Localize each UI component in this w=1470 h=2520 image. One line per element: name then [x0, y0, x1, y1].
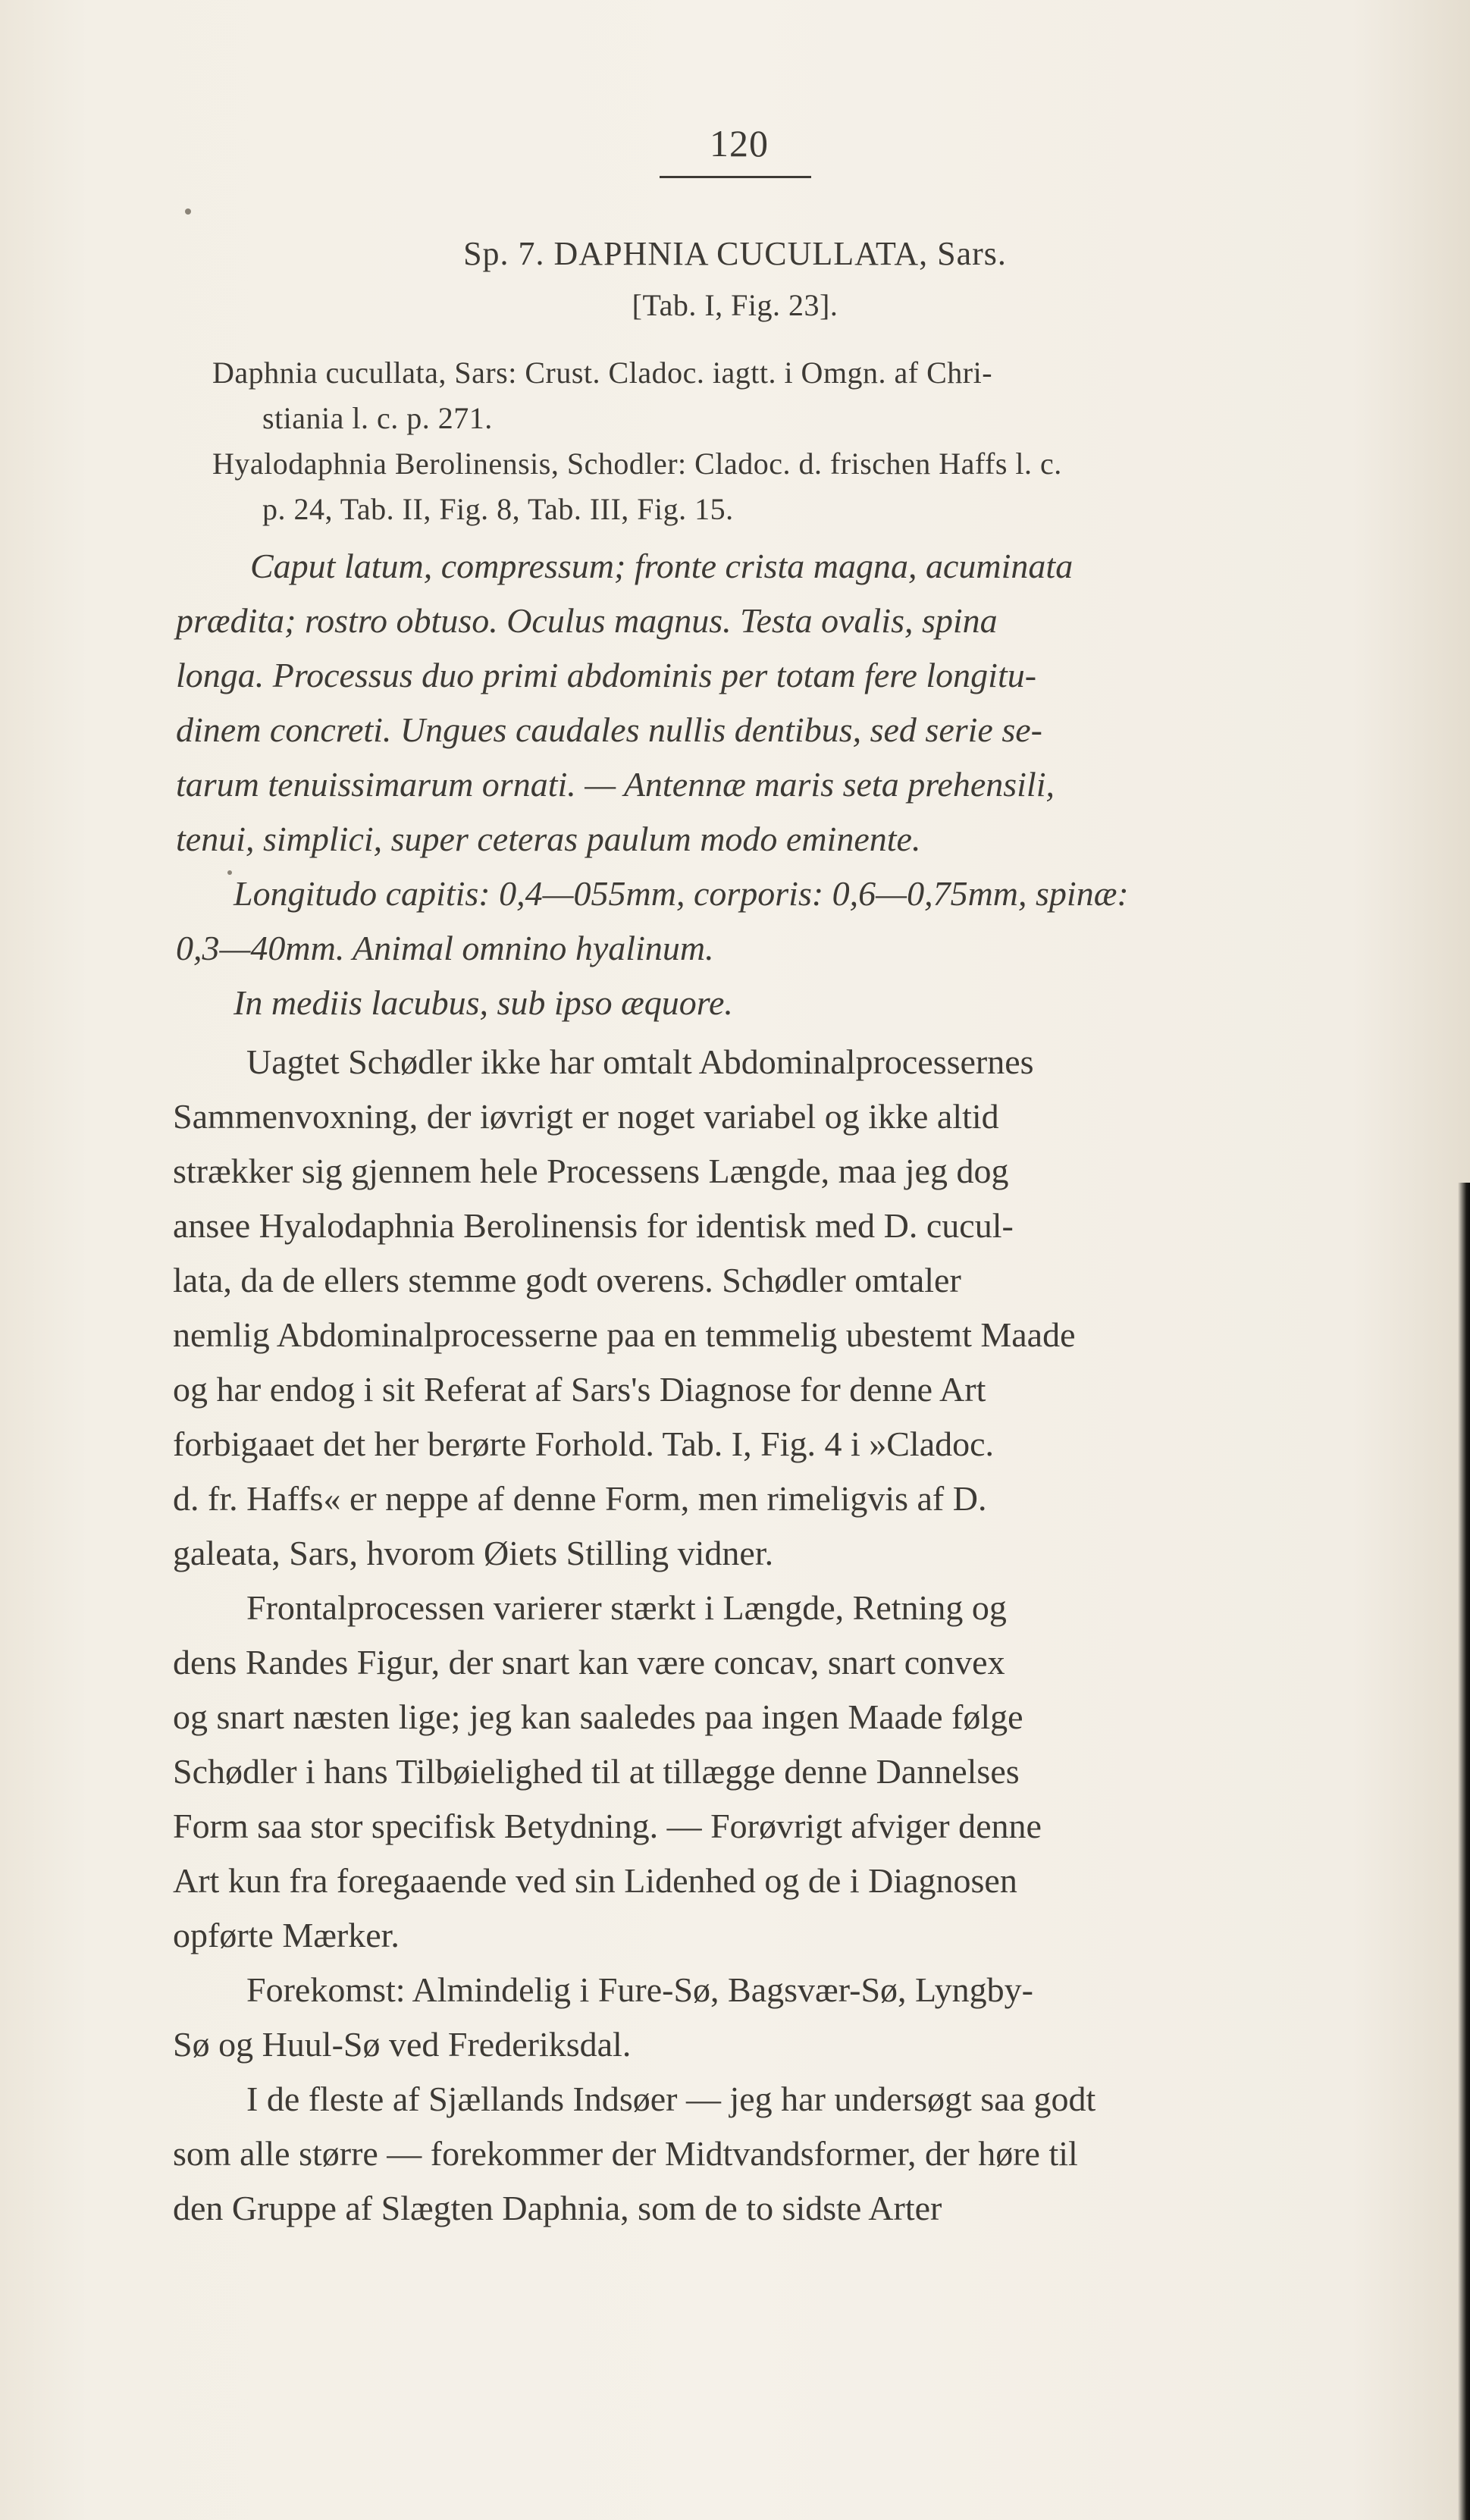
species-title: Sp. 7. DAPHNIA CUCULLATA, Sars.	[463, 235, 1007, 272]
body-line: Form saa stor specifisk Betydning. — Forøvrigt afviger denne	[173, 1807, 1042, 1845]
body-line: opførte Mærker.	[173, 1916, 400, 1954]
body-line: nemlig Abdominalprocesserne paa en temmelig ubestemt Maade	[173, 1315, 1076, 1354]
body-line: galeata, Sars, hvorom Øiets Stilling vidner.	[173, 1534, 774, 1572]
page-edge-shadow	[1458, 1183, 1470, 2520]
body-line: Art kun fra foregaaende ved sin Lidenhed og de i Diagnosen	[173, 1861, 1017, 1900]
synonym-line: Hyalodaphnia Berolinensis, Schodler: Cladoc. d. frischen Haffs l. c.	[212, 447, 1062, 481]
page-number-rule	[660, 176, 811, 178]
diagnosis-line: longa. Processus duo primi abdominis per totam fere longitu-	[176, 656, 1037, 694]
body-line: Frontalprocessen varierer stærkt i Længde, Retning og	[246, 1588, 1007, 1627]
plate-reference: [Tab. I, Fig. 23].	[632, 288, 838, 322]
body-line: og snart næsten lige; jeg kan saaledes paa ingen Maade følge	[173, 1697, 1023, 1736]
body-line: Uagtet Schødler ikke har omtalt Abdominalprocessernes	[246, 1042, 1034, 1081]
diagnosis-line: dinem concreti. Ungues caudales nullis dentibus, sed serie se-	[176, 710, 1042, 749]
diagnosis-line: Caput latum, compressum; fronte crista magna, acuminata	[250, 547, 1074, 585]
synonym-line: Daphnia cucullata, Sars: Crust. Cladoc. iagtt. i Omgn. af Chri-	[212, 356, 993, 390]
diagnosis-line: tarum tenuissimarum ornati. — Antennæ maris seta prehensili,	[176, 765, 1055, 804]
body-line: den Gruppe af Slægten Daphnia, som de to sidste Arter	[173, 2189, 942, 2227]
body-line: og har endog i sit Referat af Sars's Diagnose for denne Art	[173, 1370, 986, 1409]
diagnosis-line: In mediis lacubus, sub ipso æquore.	[234, 983, 733, 1022]
diagnosis-line: prædita; rostro obtuso. Oculus magnus. Testa ovalis, spina	[176, 601, 998, 640]
body-line: Forekomst: Almindelig i Fure-Sø, Bagsvær-Sø, Lyngby-	[246, 1970, 1033, 2009]
body-line: Schødler i hans Tilbøielighed til at tillægge denne Dannelses	[173, 1752, 1020, 1791]
diagnosis-line: Longitudo capitis: 0,4—055mm, corporis: 0,6—0,75mm, spinæ:	[234, 874, 1129, 913]
body-line: Sammenvoxning, der iøvrigt er noget variabel og ikke altid	[173, 1097, 999, 1136]
synonym-line: p. 24, Tab. II, Fig. 8, Tab. III, Fig. 15.	[262, 492, 734, 526]
diagnosis-line: tenui, simplici, super ceteras paulum modo eminente.	[176, 820, 921, 858]
body-line: forbigaaet det her berørte Forhold. Tab. I, Fig. 4 i »Cladoc.	[173, 1425, 995, 1463]
synonym-line: stiania l. c. p. 271.	[262, 401, 493, 435]
diagnosis-line: 0,3—40mm. Animal omnino hyalinum.	[176, 929, 714, 967]
body-line: ansee Hyalodaphnia Berolinensis for identisk med D. cucul-	[173, 1206, 1014, 1245]
body-line: I de fleste af Sjællands Indsøer — jeg har undersøgt saa godt	[246, 2080, 1096, 2118]
body-line: dens Randes Figur, der snart kan være concav, snart convex	[173, 1643, 1005, 1682]
page-number: 120	[710, 122, 769, 165]
body-line: lata, da de ellers stemme godt overens. Schødler omtaler	[173, 1261, 961, 1299]
body-line: Sø og Huul-Sø ved Frederiksdal.	[173, 2025, 632, 2064]
body-line: strækker sig gjennem hele Processens Længde, maa jeg dog	[173, 1152, 1009, 1190]
print-speck	[185, 208, 191, 215]
body-line: d. fr. Haffs« er neppe af denne Form, men rimeligvis af D.	[173, 1479, 987, 1518]
print-speck	[227, 870, 232, 875]
body-line: som alle større — forekommer der Midtvandsformer, der høre til	[173, 2134, 1078, 2173]
